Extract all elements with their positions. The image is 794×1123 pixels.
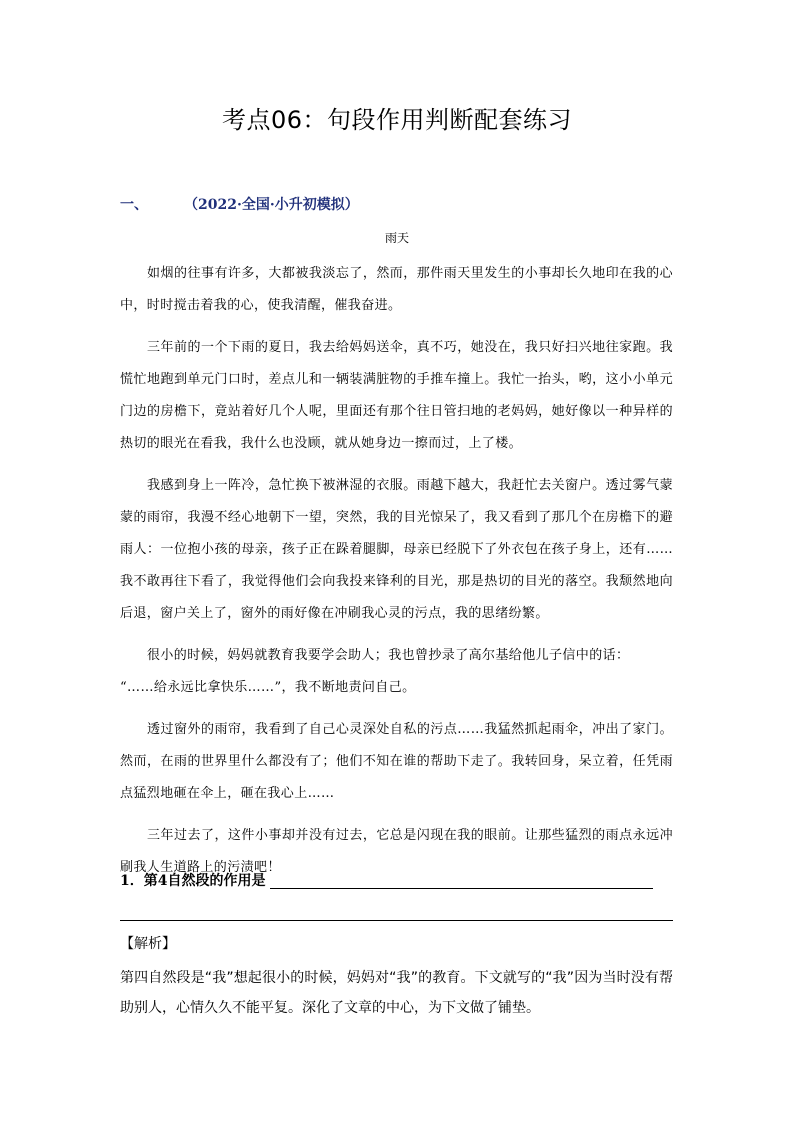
answer-line[interactable]	[120, 920, 673, 921]
analysis-label: 【解析】	[120, 936, 176, 952]
passage-body	[120, 258, 673, 894]
answer-blank[interactable]	[270, 888, 653, 889]
question-text: 1．第4自然段的作用是	[120, 873, 266, 889]
passage-paragraph: 我感到身上一阵冷，急忙换下被淋湿的衣服。雨越下越大，我赶忙去关窗户。透过雾气蒙蒙的雨帘，我漫不经心地朝下一望，突然，我的目光惊呆了，我又看到了那几个在房檐下的避雨人：一位抱小孩的母亲，孩子正在跺着腿脚，母亲已经脱下了外衣包在孩子身上，还有……我不敢再往下看了，我觉得他们会向我投来锋利的目光，那是热切的目光的落空。我颓然地向后退，窗户关上了，窗外的雨好像在冲刷我心灵的污点，我的思绪纷繁。	[120, 478, 673, 621]
passage-title: 雨天	[384, 231, 409, 245]
section-number: 一、	[120, 197, 148, 213]
passage-paragraph: 如烟的往事有许多，大都被我淡忘了，然而，那件雨天里发生的小事却长久地印在我的心中，时时搅击着我的心，使我清醒，催我奋进。	[120, 266, 673, 313]
page-title: 考点06：句段作用判断配套练习	[221, 106, 573, 134]
passage-paragraph: 透过窗外的雨帘，我看到了自己心灵深处自私的污点……我猛然抓起雨伞，冲出了家门。然而，在雨的世界里什么都没有了；他们不知在谁的帮助下走了。我转回身，呆立着，任凭雨点猛烈地砸在伞上，砸在我心上……	[120, 722, 673, 801]
section-source: （2022·全国·小升初模拟）	[184, 197, 359, 213]
passage-paragraph: 三年过去了，这件小事却并没有过去，它总是闪现在我的眼前。让那些猛烈的雨点永远冲刷我人生道路上的污渍吧！	[120, 828, 673, 875]
passage-paragraph: 三年前的一个下雨的夏日，我去给妈妈送伞，真不巧，她没在，我只好扫兴地往家跑。我慌忙地跑到单元门口时，差点儿和一辆装满脏物的手推车撞上。我忙一抬头，哟，这小小单元门边的房檐下，竟站着好几个人呢，里面还有那个往日管扫地的老妈妈，她好像以一种异样的热切的眼光在看我，我什么也没顾，就从她身边一擦而过，上了楼。	[120, 340, 673, 451]
passage-paragraph: 很小的时候，妈妈就教育我要学会助人；我也曾抄录了高尔基给他儿子信中的话：	[147, 648, 630, 663]
section-heading	[120, 195, 359, 215]
analysis-text: 第四自然段是“我”想起很小的时候，妈妈对“我”的教育。下文就写的“我”因为当时没有帮助别人，心情久久不能平复。深化了文章的中心，为下文做了铺垫。	[120, 970, 673, 1016]
passage-paragraph: “……给永远比拿快乐……”，我不断地责问自己。	[120, 680, 416, 695]
